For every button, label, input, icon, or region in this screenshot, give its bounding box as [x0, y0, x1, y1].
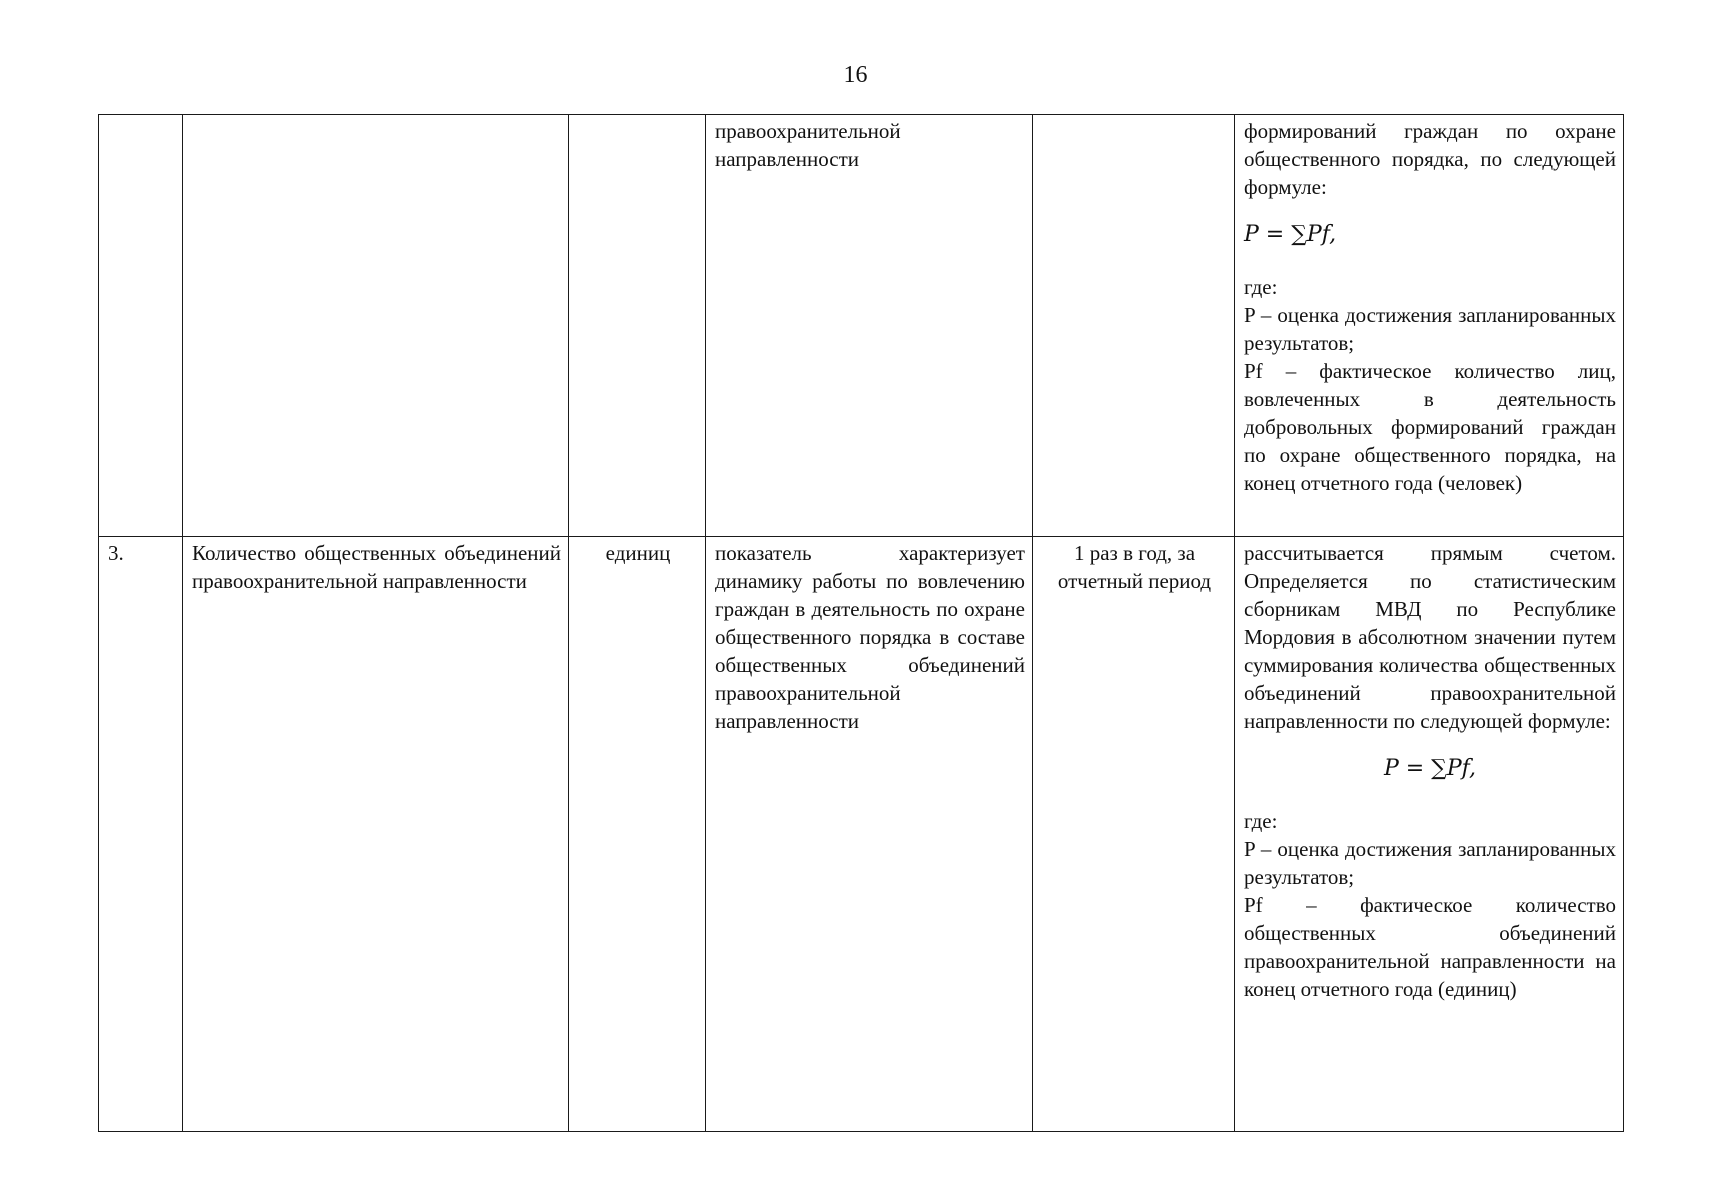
- cell-description: [706, 537, 1033, 1132]
- cell-periodicity: [1033, 537, 1235, 1132]
- cell-number-empty: [99, 115, 183, 537]
- method-intro: формирований граждан по охране общественного порядка, по следующей формуле:: [1244, 119, 1616, 199]
- description-text: правоохранительной направленности: [715, 119, 901, 171]
- page-number: 16: [843, 62, 868, 88]
- cell-unit: [569, 537, 706, 1132]
- definition-p: P – оценка достижения запланированных результатов;: [1244, 837, 1616, 889]
- where-label: где:: [1244, 809, 1278, 833]
- cell-periodicity-empty: [1033, 115, 1235, 537]
- where-label: где:: [1244, 275, 1278, 299]
- formula: P = ∑Pf,: [1244, 222, 1337, 247]
- row-number: 3.: [108, 541, 124, 565]
- indicator-table: [98, 114, 1624, 1132]
- table-row-continuation: [99, 115, 1624, 537]
- periodicity-text: 1 раз в год, за отчетный период: [1057, 541, 1212, 593]
- cell-method: [1235, 115, 1624, 537]
- cell-number: [99, 537, 183, 1132]
- table-row-3: [99, 537, 1624, 1132]
- unit-text: единиц: [605, 541, 671, 565]
- definition-p: P – оценка достижения запланированных результатов;: [1244, 303, 1616, 355]
- description-text: показатель характеризует динамику работы по вовлечению граждан в деятельность по охране общественного порядка в составе общественных объединений правоохранительной направленности: [715, 541, 1025, 733]
- indicator-name: Количество общественных объединений правоохранительной направленности: [192, 541, 561, 593]
- cell-description: [706, 115, 1033, 537]
- cell-name-empty: [183, 115, 569, 537]
- cell-unit-empty: [569, 115, 706, 537]
- definition-pf: Pf – фактическое количество лиц, вовлеченных в деятельность добровольных формирований граждан по охране общественного порядка, на конец отчетного года (человек): [1244, 359, 1616, 495]
- cell-name: [183, 537, 569, 1132]
- definition-pf: Pf – фактическое количество общественных объединений правоохранительной направленности на конец отчетного года (единиц): [1244, 893, 1616, 1001]
- method-intro: рассчитывается прямым счетом. Определяется по статистическим сборникам МВД по Республике Мордовия в абсолютном значении путем суммирования количества общественных объединений правоохранительной направленности по следующей формуле:: [1244, 541, 1616, 733]
- cell-method: [1235, 537, 1624, 1132]
- formula: P = ∑Pf,: [1383, 756, 1477, 781]
